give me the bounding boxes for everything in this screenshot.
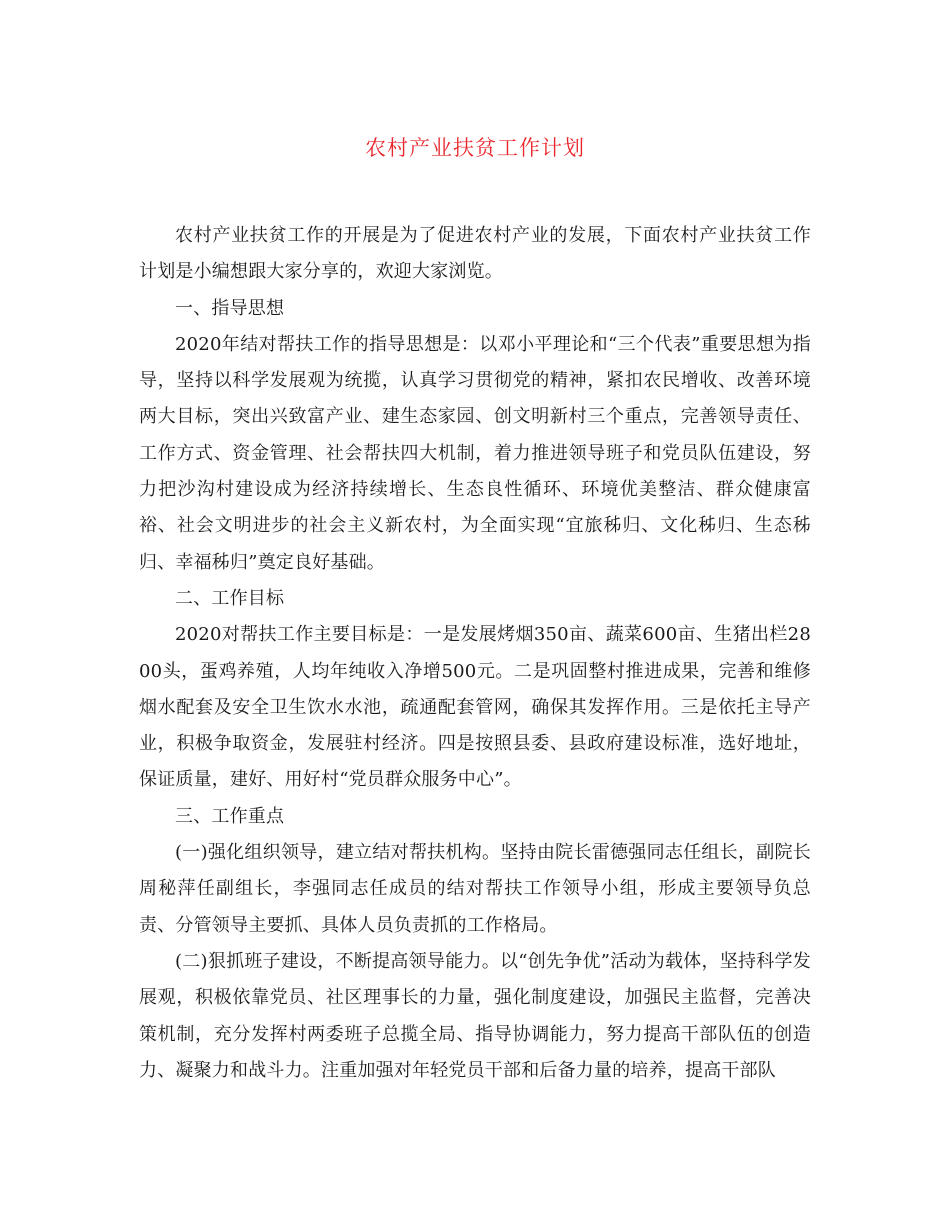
intro-paragraph: 农村产业扶贫工作的开展是为了促进农村产业的发展，下面农村产业扶贫工作计划是小编想跟大家分享的，欢迎大家浏览。: [139, 225, 811, 283]
document-title: 农村产业扶贫工作计划: [365, 136, 585, 160]
document-body: [139, 218, 811, 1089]
section-heading-work-goals: 二、工作目标: [175, 587, 285, 609]
section-heading-work-focus: 三、工作重点: [175, 805, 285, 827]
focus-item-two-paragraph: (二)狠抓班子建设，不断提高领导能力。以“创先争优”活动为载体，坚持科学发展观，积极依靠党员、社区理事长的力量，强化制度建设，加强民主监督，完善决策机制，充分发挥村两委班子总揽全局、指导协调能力，努力提高干部队伍的创造力、凝聚力和战斗力。注重加强对年轻党员干部和后备力量的培养，提高干部队: [139, 950, 811, 1081]
focus-item-one-paragraph: (一)强化组织领导，建立结对帮扶机构。坚持由院长雷德强同志任组长，副院长周秘萍任副组长，李强同志任成员的结对帮扶工作领导小组，形成主要领导负总责、分管领导主要抓、具体人员负责抓的工作格局。: [139, 842, 811, 936]
guiding-thought-paragraph: 2020年结对帮扶工作的指导思想是：以邓小平理论和“三个代表”重要思想为指导，坚持以科学发展观为统揽，认真学习贯彻党的精神，紧扣农民增收、改善环境两大目标，突出兴致富产业、建生态家园、创文明新村三个重点，完善领导责任、工作方式、资金管理、社会帮扶四大机制，着力推进领导班子和党员队伍建设，努力把沙沟村建设成为经济持续增长、生态良性循环、环境优美整洁、群众健康富裕、社会文明进步的社会主义新农村，为全面实现“宜旅秭归、文化秭归、生态秭归、幸福秭归”奠定良好基础。: [139, 333, 811, 573]
work-goals-paragraph: 2020对帮扶工作主要目标是：一是发展烤烟350亩、蔬菜600亩、生猪出栏2800头，蛋鸡养殖，人均年纯收入净增500元。二是巩固整村推进成果，完善和维修烟水配套及安全卫生饮水水池，疏通配套管网，确保其发挥作用。三是依托主导产业，积极争取资金，发展驻村经济。四是按照县委、县政府建设标准，选好地址，保证质量，建好、用好村“党员群众服务中心”。: [139, 624, 811, 791]
section-heading-guiding-thought: 一、指导思想: [175, 297, 285, 319]
